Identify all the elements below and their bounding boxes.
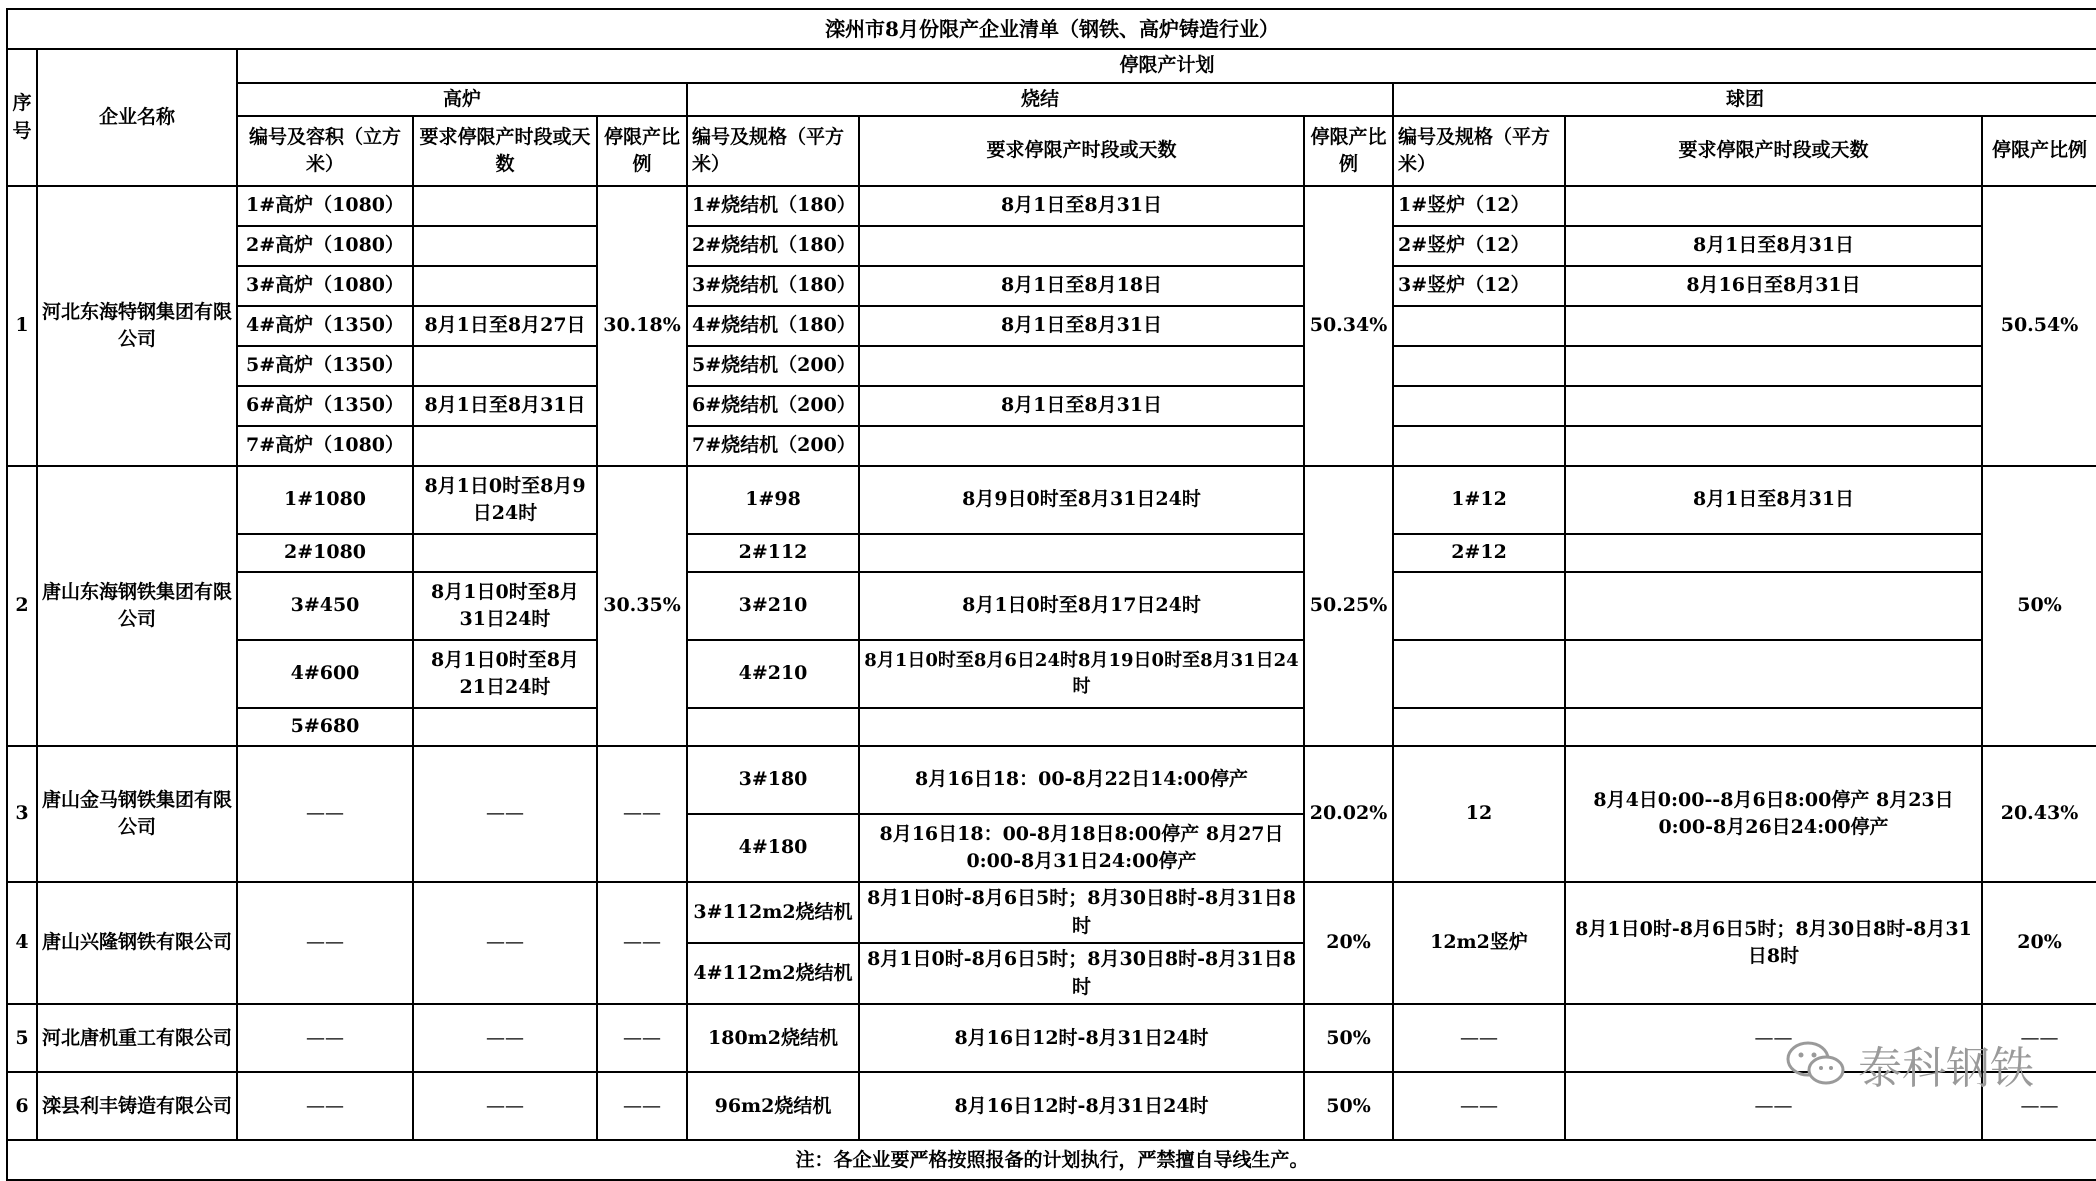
bf-id-cell: 6#高炉（1350） — [237, 386, 413, 426]
sinter-id-cell: 2#112 — [687, 534, 859, 572]
sinter-id-cell: 1#烧结机（180） — [687, 186, 859, 226]
bf-period-cell — [413, 534, 597, 572]
bf-period-cell: —— — [413, 746, 597, 882]
pellet-period-cell — [1565, 186, 1982, 226]
bf-period-cell: —— — [413, 1004, 597, 1072]
bf-period-cell — [413, 708, 597, 746]
table-row — [7, 1004, 2096, 1072]
sinter-id-cell: 180m2烧结机 — [687, 1004, 859, 1072]
sinter-id-cell: 7#烧结机（200） — [687, 426, 859, 466]
bf-ratio-cell: 30.35% — [597, 466, 687, 746]
table-row — [7, 226, 2096, 266]
bf-ratio-cell: —— — [597, 1004, 687, 1072]
pellet-id-cell — [1393, 572, 1565, 640]
watermark — [1784, 1034, 2034, 1094]
sinter-period-cell — [859, 708, 1304, 746]
bf-id-cell: —— — [237, 1072, 413, 1140]
header-pellet: 球团 — [1393, 83, 2096, 117]
pellet-id-cell: 2#12 — [1393, 534, 1565, 572]
sinter-period-cell — [859, 426, 1304, 466]
pellet-ratio-cell: 20% — [1982, 882, 2096, 1004]
header-sinter-spec: 编号及规格（平方米） — [687, 116, 859, 186]
pellet-ratio-cell: 20.43% — [1982, 746, 2096, 882]
table-row — [7, 306, 2096, 346]
pellet-id-cell: 1#竖炉（12） — [1393, 186, 1565, 226]
sinter-period-cell: 8月1日0时-8月6日5时；8月30日8时-8月31日8时 — [859, 882, 1304, 943]
pellet-period-cell: 8月16日至8月31日 — [1565, 266, 1982, 306]
sinter-id-cell: 6#烧结机（200） — [687, 386, 859, 426]
sinter-period-cell: 8月1日至8月31日 — [859, 186, 1304, 226]
bf-id-cell: 1#高炉（1080） — [237, 186, 413, 226]
bf-period-cell — [413, 186, 597, 226]
sinter-id-cell: 4#210 — [687, 640, 859, 708]
table-row — [7, 266, 2096, 306]
company-name: 唐山东海钢铁集团有限公司 — [37, 466, 237, 746]
sinter-period-cell — [859, 346, 1304, 386]
watermark-text: 泰科钢铁 — [1858, 1043, 2034, 1094]
bf-period-cell: 8月1日至8月27日 — [413, 306, 597, 346]
sinter-id-cell: 4#烧结机（180） — [687, 306, 859, 346]
bf-id-cell: 3#450 — [237, 572, 413, 640]
header-pellet-spec: 编号及规格（平方米） — [1393, 116, 1565, 186]
pellet-period-cell — [1565, 534, 1982, 572]
bf-period-cell — [413, 346, 597, 386]
sinter-period-cell: 8月1日0时至8月17日24时 — [859, 572, 1304, 640]
sinter-id-cell: 4#180 — [687, 814, 859, 882]
pellet-period-cell — [1565, 386, 1982, 426]
table-row — [7, 572, 2096, 640]
pellet-period-cell — [1565, 426, 1982, 466]
pellet-ratio-cell: 50.54% — [1982, 186, 2096, 466]
header-pellet-ratio: 停限产比例 — [1982, 116, 2096, 186]
pellet-period-cell — [1565, 640, 1982, 708]
bf-ratio-cell: —— — [597, 882, 687, 1004]
bf-id-cell: 7#高炉（1080） — [237, 426, 413, 466]
pellet-period-cell — [1565, 346, 1982, 386]
sinter-period-cell — [859, 534, 1304, 572]
sinter-id-cell: 3#210 — [687, 572, 859, 640]
sinter-id-cell: 1#98 — [687, 466, 859, 534]
pellet-period-cell: —— — [1565, 1004, 1982, 1072]
pellet-id-cell — [1393, 426, 1565, 466]
sinter-id-cell: 4#112m2烧结机 — [687, 943, 859, 1004]
pellet-id-cell: 12 — [1393, 746, 1565, 882]
sinter-period-cell: 8月1日至8月18日 — [859, 266, 1304, 306]
bf-id-cell: 5#高炉（1350） — [237, 346, 413, 386]
seq-cell: 4 — [7, 882, 37, 1004]
table-row — [7, 882, 2096, 943]
sinter-id-cell: 96m2烧结机 — [687, 1072, 859, 1140]
table-row — [7, 346, 2096, 386]
sinter-period-cell: 8月1日至8月31日 — [859, 386, 1304, 426]
bf-period-cell: 8月1日0时至8月9日24时 — [413, 466, 597, 534]
sinter-id-cell: 5#烧结机（200） — [687, 346, 859, 386]
pellet-ratio-cell: —— — [1982, 1072, 2096, 1140]
header-bf-id: 编号及容积（立方米） — [237, 116, 413, 186]
bf-id-cell: —— — [237, 1004, 413, 1072]
company-name: 河北东海特钢集团有限公司 — [37, 186, 237, 466]
sinter-period-cell: 8月16日18：00-8月18日8:00停产 8月27日0:00-8月31日24:00停产 — [859, 814, 1304, 882]
header-pellet-period: 要求停限产时段或天数 — [1565, 116, 1982, 186]
pellet-id-cell — [1393, 386, 1565, 426]
bf-id-cell: 2#1080 — [237, 534, 413, 572]
bf-id-cell: 3#高炉（1080） — [237, 266, 413, 306]
bf-id-cell: 2#高炉（1080） — [237, 226, 413, 266]
sinter-period-cell — [859, 226, 1304, 266]
pellet-id-cell — [1393, 708, 1565, 746]
seq-cell: 2 — [7, 466, 37, 746]
bf-id-cell: 1#1080 — [237, 466, 413, 534]
seq-cell: 5 — [7, 1004, 37, 1072]
sinter-ratio-cell: 50.25% — [1304, 466, 1393, 746]
bf-id-cell: 5#680 — [237, 708, 413, 746]
pellet-period-cell: 8月1日0时-8月6日5时；8月30日8时-8月31日8时 — [1565, 882, 1982, 1004]
pellet-id-cell: 12m2竖炉 — [1393, 882, 1565, 1004]
company-name: 唐山金马钢铁集团有限公司 — [37, 746, 237, 882]
pellet-ratio-cell: 50% — [1982, 466, 2096, 746]
sinter-id-cell: 3#烧结机（180） — [687, 266, 859, 306]
table-row — [7, 466, 2096, 534]
table-row — [7, 640, 2096, 708]
table-row — [7, 534, 2096, 572]
sinter-ratio-cell: 50% — [1304, 1072, 1393, 1140]
bf-period-cell: 8月1日0时至8月31日24时 — [413, 572, 597, 640]
sinter-ratio-cell: 50.34% — [1304, 186, 1393, 466]
bf-id-cell: —— — [237, 882, 413, 1004]
bf-id-cell: —— — [237, 746, 413, 882]
bf-period-cell: 8月1日至8月31日 — [413, 386, 597, 426]
table-row — [7, 708, 2096, 746]
sinter-period-cell: 8月1日至8月31日 — [859, 306, 1304, 346]
seq-cell: 1 — [7, 186, 37, 466]
wechat-icon — [1784, 1039, 1848, 1089]
bf-period-cell — [413, 266, 597, 306]
pellet-id-cell: 3#竖炉（12） — [1393, 266, 1565, 306]
table-row — [7, 186, 2096, 226]
sinter-id-cell: 2#烧结机（180） — [687, 226, 859, 266]
restriction-sheet — [6, 8, 2096, 1171]
header-seq: 序号 — [7, 49, 37, 186]
company-name: 唐山兴隆钢铁有限公司 — [37, 882, 237, 1004]
pellet-period-cell — [1565, 708, 1982, 746]
restriction-table — [6, 8, 2096, 1181]
header-blast-furnace: 高炉 — [237, 83, 687, 117]
pellet-id-cell — [1393, 306, 1565, 346]
header-sinter: 烧结 — [687, 83, 1393, 117]
company-name: 河北唐机重工有限公司 — [37, 1004, 237, 1072]
bf-period-cell: —— — [413, 1072, 597, 1140]
pellet-id-cell: 2#竖炉（12） — [1393, 226, 1565, 266]
header-bf-ratio: 停限产比例 — [597, 116, 687, 186]
table-title: 滦州市8月份限产企业清单（钢铁、高炉铸造行业） — [7, 9, 2096, 49]
table-row — [7, 1072, 2096, 1140]
sinter-id-cell — [687, 708, 859, 746]
sinter-period-cell: 8月16日18：00-8月22日14:00停产 — [859, 746, 1304, 814]
bf-period-cell: 8月1日0时至8月21日24时 — [413, 640, 597, 708]
sinter-period-cell: 8月16日12时-8月31日24时 — [859, 1004, 1304, 1072]
pellet-id-cell — [1393, 640, 1565, 708]
table-note: 注：各企业要严格按照报备的计划执行，严禁擅自导线生产。 — [7, 1140, 2096, 1180]
pellet-id-cell — [1393, 346, 1565, 386]
seq-cell: 3 — [7, 746, 37, 882]
pellet-id-cell: —— — [1393, 1072, 1565, 1140]
sinter-period-cell: 8月9日0时至8月31日24时 — [859, 466, 1304, 534]
seq-cell: 6 — [7, 1072, 37, 1140]
sinter-period-cell: 8月1日0时-8月6日5时；8月30日8时-8月31日8时 — [859, 943, 1304, 1004]
sinter-ratio-cell: 20.02% — [1304, 746, 1393, 882]
sinter-ratio-cell: 20% — [1304, 882, 1393, 1004]
sinter-ratio-cell: 50% — [1304, 1004, 1393, 1072]
header-sinter-ratio: 停限产比例 — [1304, 116, 1393, 186]
pellet-period-cell — [1565, 306, 1982, 346]
sinter-period-cell: 8月16日12时-8月31日24时 — [859, 1072, 1304, 1140]
bf-period-cell — [413, 426, 597, 466]
header-company: 企业名称 — [37, 49, 237, 186]
header-bf-period: 要求停限产时段或天数 — [413, 116, 597, 186]
bf-period-cell — [413, 226, 597, 266]
bf-ratio-cell: —— — [597, 1072, 687, 1140]
header-sinter-period: 要求停限产时段或天数 — [859, 116, 1304, 186]
pellet-period-cell: 8月1日至8月31日 — [1565, 226, 1982, 266]
table-row — [7, 386, 2096, 426]
sinter-period-cell: 8月1日0时至8月6日24时8月19日0时至8月31日24时 — [859, 640, 1304, 708]
pellet-period-cell — [1565, 572, 1982, 640]
bf-id-cell: 4#600 — [237, 640, 413, 708]
bf-id-cell: 4#高炉（1350） — [237, 306, 413, 346]
table-row — [7, 426, 2096, 466]
sinter-id-cell: 3#112m2烧结机 — [687, 882, 859, 943]
pellet-id-cell: —— — [1393, 1004, 1565, 1072]
pellet-period-cell: 8月4日0:00--8月6日8:00停产 8月23日0:00-8月26日24:00停产 — [1565, 746, 1982, 882]
bf-period-cell: —— — [413, 882, 597, 1004]
bf-ratio-cell: 30.18% — [597, 186, 687, 466]
table-row — [7, 746, 2096, 814]
sinter-id-cell: 3#180 — [687, 746, 859, 814]
company-name: 滦县利丰铸造有限公司 — [37, 1072, 237, 1140]
bf-ratio-cell: —— — [597, 746, 687, 882]
pellet-id-cell: 1#12 — [1393, 466, 1565, 534]
header-plan: 停限产计划 — [237, 49, 2096, 83]
pellet-period-cell: —— — [1565, 1072, 1982, 1140]
pellet-period-cell: 8月1日至8月31日 — [1565, 466, 1982, 534]
pellet-ratio-cell: —— — [1982, 1004, 2096, 1072]
